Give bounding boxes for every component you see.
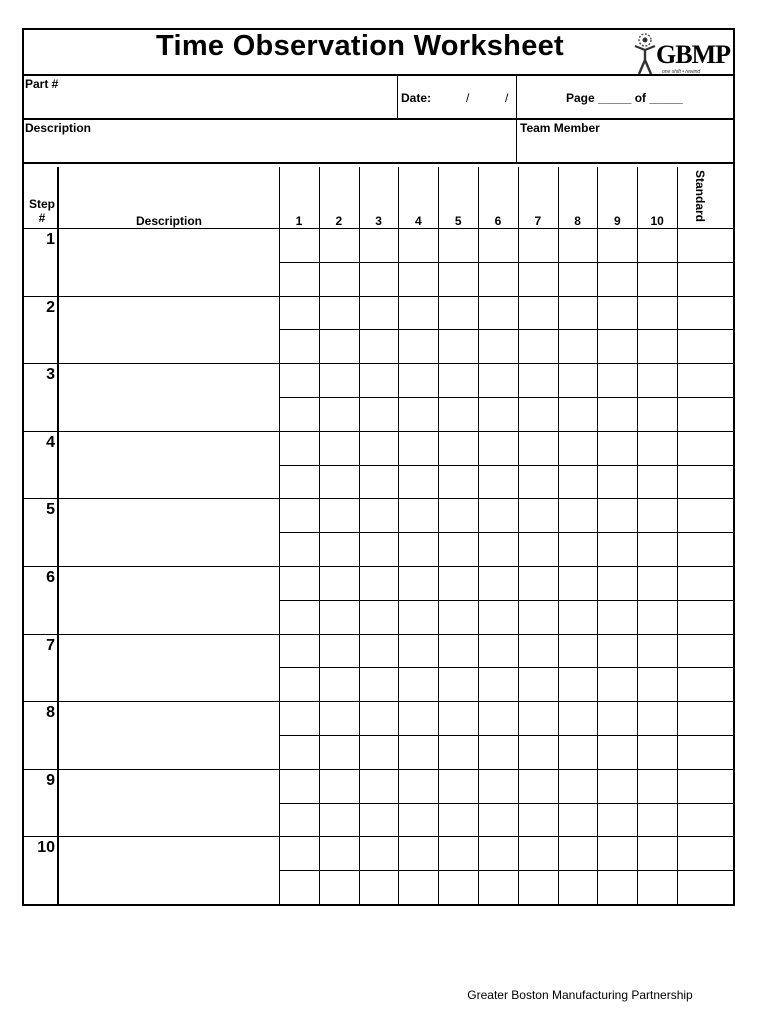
column-divider [518, 167, 519, 905]
sub-row-divider [279, 532, 734, 533]
column-divider [597, 167, 598, 905]
observation-column-number: 6 [494, 214, 502, 228]
sub-row-divider [279, 735, 734, 736]
header-divider-1 [23, 74, 734, 76]
step-number: 4 [46, 433, 55, 451]
step-row-divider [23, 363, 734, 364]
sub-row-divider [279, 465, 734, 466]
step-row-divider [23, 836, 734, 837]
header-divider-2 [23, 118, 734, 120]
page-divider [516, 75, 517, 163]
worksheet-frame [22, 28, 735, 906]
observation-column-number: 10 [650, 214, 664, 228]
sub-row-divider [279, 397, 734, 398]
step-number: 6 [46, 569, 55, 586]
column-divider [677, 167, 678, 905]
step-row-divider [23, 498, 734, 499]
step-number: 9 [46, 771, 55, 789]
column-divider [398, 167, 399, 905]
step-row-divider [23, 701, 734, 702]
observation-column-number: 2 [335, 214, 343, 228]
column-divider [279, 167, 280, 905]
observation-column-number: 3 [375, 214, 382, 228]
description-column-header: Description [135, 214, 202, 228]
sub-row-divider [279, 803, 734, 804]
column-divider [319, 167, 320, 905]
step-number: 10 [37, 839, 55, 857]
header-divider-3 [23, 162, 734, 164]
step-number: 8 [46, 704, 55, 722]
step-number: 1 [46, 231, 55, 248]
column-divider [478, 167, 479, 905]
sub-row-divider [279, 600, 734, 601]
step-number: 7 [46, 636, 55, 654]
column-divider [637, 167, 638, 905]
column-divider [438, 167, 439, 905]
logo-text: GBMP [656, 40, 730, 69]
page-title: Time Observation Worksheet [155, 30, 565, 62]
footer-text: Greater Boston Manufacturing Partnership [467, 988, 693, 1002]
observation-column-number: 4 [415, 214, 422, 228]
sub-row-divider [279, 262, 734, 263]
sub-row-divider [279, 667, 734, 668]
observation-column-number: 9 [614, 214, 621, 228]
sub-row-divider [279, 329, 734, 330]
part-number-label: Part # [25, 77, 59, 91]
step-number: 3 [46, 366, 55, 384]
table-header-divider [23, 228, 734, 229]
date-label: Date: [401, 91, 432, 105]
step-header: Step # [28, 197, 55, 225]
page-count-label: Page _____ of _____ [566, 91, 683, 105]
sub-row-divider [279, 870, 734, 871]
logo-tagline: one shift • rewind [662, 69, 701, 75]
observation-column-number: 7 [534, 214, 542, 228]
observation-column-number: 5 [454, 214, 462, 228]
column-divider [558, 167, 559, 905]
step-column-divider [57, 167, 59, 905]
logo-figure-icon [632, 32, 658, 76]
date-divider [397, 75, 398, 119]
step-row-divider [23, 431, 734, 432]
description-label: Description [25, 121, 92, 135]
step-row-divider [23, 296, 734, 297]
step-number: 5 [46, 501, 55, 519]
column-divider [359, 167, 360, 905]
date-separator-1: / [466, 91, 470, 105]
standard-column-header: Standard [693, 170, 707, 223]
step-row-divider [23, 769, 734, 770]
step-number: 2 [46, 298, 55, 316]
observation-column-number: 1 [295, 214, 303, 228]
team-member-label: Team Member [520, 121, 600, 135]
observation-column-number: 8 [574, 214, 581, 228]
step-row-divider [23, 634, 734, 635]
step-row-divider [23, 566, 734, 567]
date-separator-2: / [505, 91, 509, 105]
